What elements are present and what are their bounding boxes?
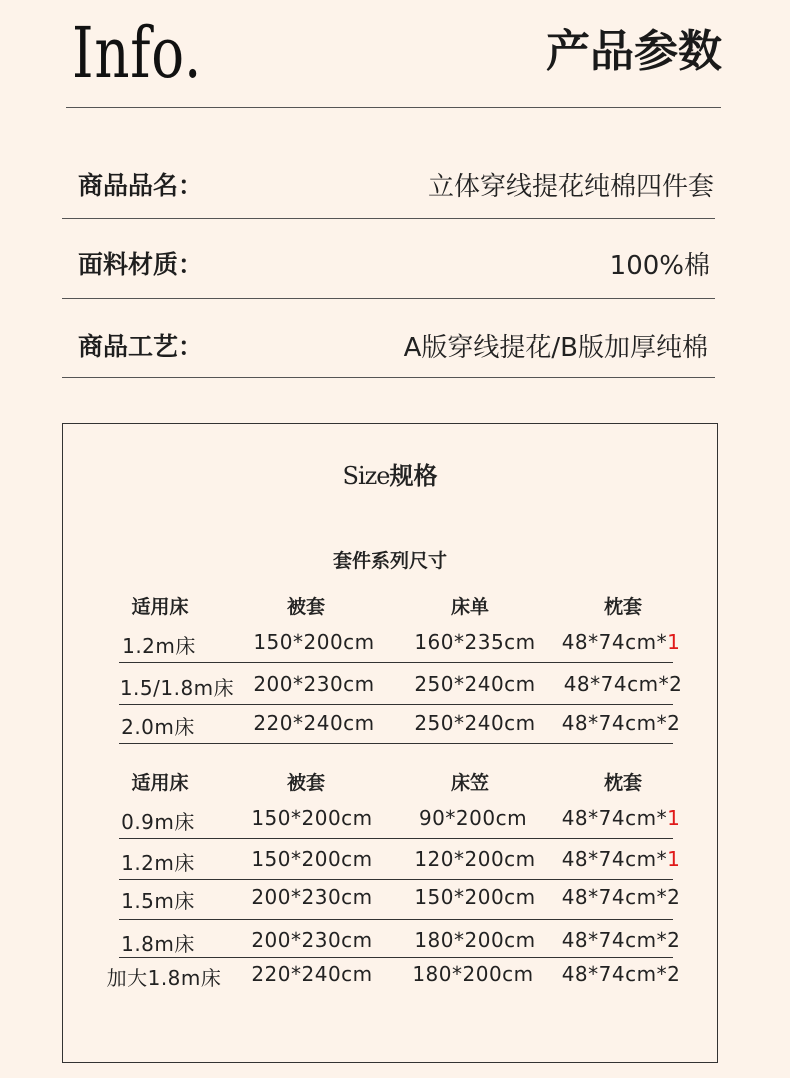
param-divider (62, 218, 715, 219)
pillowcase-size: 48*74cm* (561, 847, 668, 871)
info-logo: Info. (72, 12, 203, 94)
size-panel (62, 423, 718, 1063)
size-heading (63, 456, 717, 491)
sheet-cell: 250*240cm (414, 711, 536, 735)
duvet-cover-cell: 220*240cm (251, 962, 373, 986)
page-title: 产品参数 (546, 26, 722, 77)
row-divider (119, 919, 673, 920)
pillowcase-size: 48*74cm* (563, 672, 670, 696)
row-divider (119, 838, 673, 839)
bed-size-cell: 1.2m床 (121, 851, 195, 875)
pillowcase-cell (562, 885, 681, 909)
pillowcase-cell (562, 630, 681, 654)
fitted-sheet-cell: 120*200cm (414, 847, 536, 871)
duvet-cover-cell: 150*200cm (251, 806, 373, 830)
pillowcase-cell (562, 962, 681, 986)
fitted-sheet-cell: 90*200cm (418, 806, 528, 830)
size-heading-en: Size (342, 462, 390, 490)
column-header: 床笠 (450, 772, 490, 794)
pillowcase-cell (562, 928, 681, 952)
fitted-sheet-cell: 180*200cm (412, 962, 534, 986)
row-divider (119, 662, 673, 663)
table-row (63, 630, 719, 660)
duvet-cover-cell: 150*200cm (253, 630, 375, 654)
pillowcase-size: 48*74cm* (561, 928, 668, 952)
pillowcase-size: 48*74cm* (561, 885, 668, 909)
table-row (63, 847, 719, 877)
column-header: 被套 (286, 772, 326, 794)
param-row-craft (78, 327, 714, 367)
table-row (63, 711, 719, 741)
row-divider (119, 704, 673, 705)
bed-size-cell: 0.9m床 (121, 810, 195, 834)
table-row (63, 962, 719, 992)
param-value: 立体穿线提花纯棉四件套 (427, 172, 714, 202)
bed-size-cell: 2.0m床 (121, 715, 195, 739)
row-divider (119, 957, 673, 958)
param-label: 商品品名： (78, 171, 204, 200)
pillowcase-quantity: 2 (669, 672, 683, 696)
table-row (63, 806, 719, 836)
bed-size-cell: 1.5/1.8m床 (119, 676, 235, 700)
duvet-cover-cell: 220*240cm (253, 711, 375, 735)
param-row-name (78, 166, 714, 206)
column-header: 适用床 (131, 772, 189, 794)
param-value: 100%棉 (609, 251, 710, 281)
param-label: 面料材质： (78, 250, 204, 279)
fitted-sheet-cell: 150*200cm (414, 885, 536, 909)
fitted-sheet-cell: 180*200cm (414, 928, 536, 952)
param-row-material (78, 245, 714, 285)
pillowcase-quantity: 1 (667, 806, 681, 830)
pillowcase-cell (562, 711, 681, 735)
bed-size-cell: 1.8m床 (121, 932, 195, 956)
header-divider (66, 107, 721, 108)
pillowcase-cell (562, 847, 681, 871)
row-divider (119, 743, 673, 744)
pillowcase-quantity: 2 (667, 711, 681, 735)
pillowcase-quantity: 1 (667, 847, 681, 871)
column-header: 枕套 (603, 772, 643, 794)
size-heading-zh: 规格 (389, 462, 438, 490)
sheet-cell: 250*240cm (414, 672, 536, 696)
table-header-row (63, 768, 719, 798)
duvet-cover-cell: 200*230cm (251, 928, 373, 952)
column-header: 被套 (286, 596, 326, 618)
param-label: 商品工艺： (78, 332, 204, 361)
param-divider (62, 298, 715, 299)
duvet-cover-cell: 200*230cm (251, 885, 373, 909)
column-header: 枕套 (603, 596, 643, 618)
table-row (63, 885, 719, 915)
pillowcase-size: 48*74cm* (561, 711, 668, 735)
bed-size-cell: 1.2m床 (122, 634, 196, 658)
bed-size-cell: 加大1.8m床 (106, 966, 222, 990)
table-header-row (63, 592, 719, 622)
duvet-cover-cell: 150*200cm (251, 847, 373, 871)
pillowcase-quantity: 1 (667, 630, 681, 654)
size-subtitle: 套件系列尺寸 (332, 550, 447, 572)
pillowcase-quantity: 2 (667, 885, 681, 909)
duvet-cover-cell: 200*230cm (253, 672, 375, 696)
pillowcase-cell (562, 806, 681, 830)
table-row (63, 928, 719, 958)
pillowcase-cell (564, 672, 683, 696)
param-value: A版穿线提花/B版加厚纯棉 (403, 333, 708, 363)
pillowcase-size: 48*74cm* (561, 806, 668, 830)
column-header: 床单 (450, 596, 490, 618)
sheet-cell: 160*235cm (414, 630, 536, 654)
pillowcase-quantity: 2 (667, 962, 681, 986)
column-header: 适用床 (131, 596, 189, 618)
table-row (63, 672, 719, 702)
pillowcase-quantity: 2 (667, 928, 681, 952)
param-divider (62, 377, 715, 378)
bed-size-cell: 1.5m床 (121, 889, 195, 913)
pillowcase-size: 48*74cm* (561, 630, 668, 654)
pillowcase-size: 48*74cm* (561, 962, 668, 986)
row-divider (119, 879, 673, 880)
